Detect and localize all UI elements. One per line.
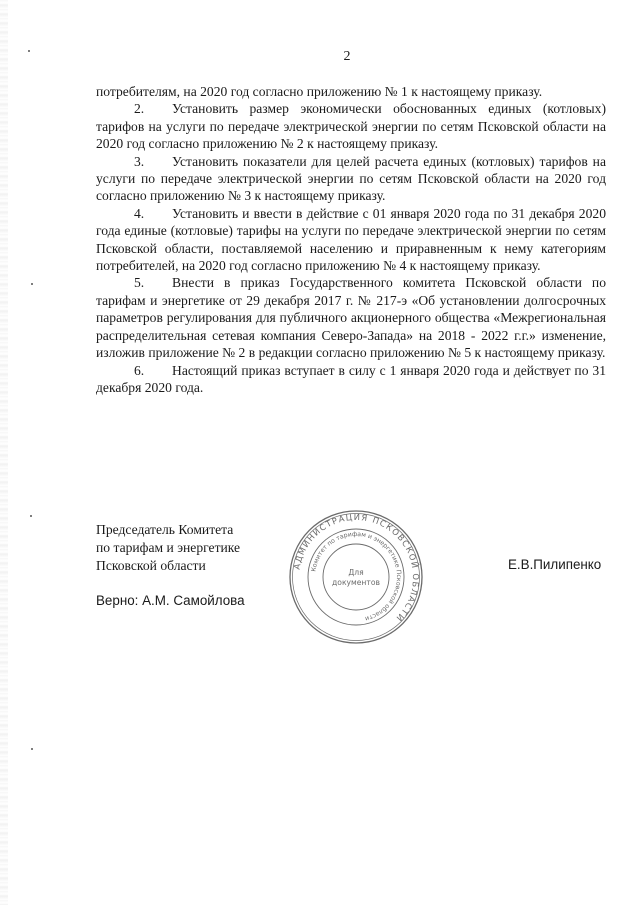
- page-number: 2: [343, 49, 351, 64]
- paragraph-4: [96, 205, 606, 275]
- stamp-center-text: Для: [348, 568, 364, 577]
- paragraph-5: [96, 274, 606, 361]
- item-number: 4.: [134, 205, 145, 221]
- paragraph-6: [96, 362, 606, 397]
- scan-edge: [0, 0, 8, 905]
- paragraph-3: [96, 153, 606, 205]
- item-text: Настоящий приказ вступает в силу с 1 января 2020 года и действует по 31 декабря 2020 года.: [96, 362, 606, 395]
- stamp-inner-text: Комитет по тарифам и энергетике Псковской области: [310, 530, 403, 622]
- item-number: 2.: [134, 101, 145, 117]
- certified-copy-note: Верно: А.М. Самойлова: [96, 593, 245, 608]
- paragraph-1-continuation: потребителям, на 2020 год согласно приложению № 1 к настоящему приказу.: [96, 84, 543, 99]
- stamp-outer-text: АДМИНИСТРАЦИЯ ПСКОВСКОЙ ОБЛАСТИ: [291, 511, 422, 625]
- item-number: 3.: [134, 153, 145, 169]
- paragraph-2: [96, 100, 606, 152]
- scan-speck: [30, 515, 32, 517]
- position-line: Председатель Комитета: [96, 522, 234, 537]
- signatory-name: Е.В.Пилипенко: [508, 557, 602, 572]
- scan-speck: [31, 283, 33, 285]
- item-text: Внести в приказ Государственного комитета Псковской области по тарифам и энергетике от 29 декабря 2017 г. № 217-э «Об установлении долгосрочных параметров регулирования для публичного акционерного общества «Межрегиональная распределительная сетевая компания Северо-Запада» на 2018 - 2022 г.г.» изменение, изложив приложение № 2 в редакции согласно приложению № 5 к настоящему приказу.: [96, 275, 606, 361]
- position-line: по тарифам и энергетике: [96, 540, 241, 555]
- item-number: 6.: [134, 362, 145, 378]
- item-text: Установить и ввести в действие с 01 января 2020 года по 31 декабря 2020 года единые (котловые) тарифы на услуги по передаче электрической энергии по сетям Псковской области, поставляемой населению и приравненным к нему категориям потребителей, на 2020 год согласно приложению № 4 к настоящему приказу.: [96, 205, 606, 274]
- item-text: Установить размер экономически обоснованных единых (котловых) тарифов на услуги по передаче электрической энергии по сетям Псковской области на 2020 год согласно приложению № 2 к настоящему приказу.: [96, 101, 606, 152]
- stamp-center-text: документов: [332, 578, 380, 587]
- item-text: Установить показатели для целей расчета единых (котловых) тарифов на услуги по передаче электрической энергии по сетям Псковской области на 2020 год согласно приложению № 3 к настоящему приказу.: [96, 153, 606, 204]
- official-stamp: [288, 509, 424, 645]
- scan-speck: [31, 748, 33, 750]
- order-body: [96, 83, 606, 396]
- signatory-position: [96, 521, 240, 575]
- position-line: Псковской области: [96, 558, 206, 573]
- item-number: 5.: [134, 275, 145, 291]
